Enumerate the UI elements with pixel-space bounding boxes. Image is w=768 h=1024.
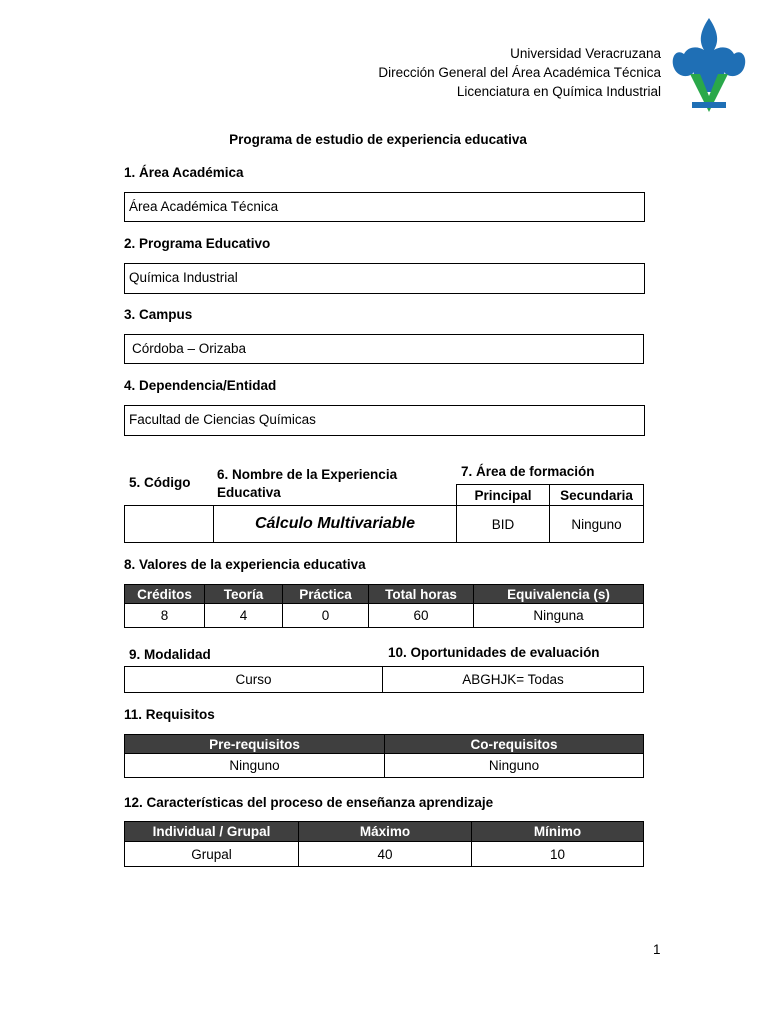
teoria-header: Teoría <box>205 585 283 604</box>
codigo-value <box>125 506 214 543</box>
maximo-header: Máximo <box>299 822 472 842</box>
programa-educativo-field <box>124 263 645 294</box>
direction-name: Dirección General del Área Académica Técnica <box>378 65 661 80</box>
secundaria-header: Secundaria <box>550 485 644 506</box>
principal-value: BID <box>457 506 550 543</box>
individual-grupal-header: Individual / Grupal <box>125 822 299 842</box>
programa-educativo-value: Química Industrial <box>129 270 238 285</box>
principal-header: Principal <box>457 485 550 506</box>
campus-field <box>124 334 644 364</box>
creditos-value: 8 <box>125 604 205 628</box>
equivalencia-value: Ninguna <box>474 604 644 628</box>
maximo-value: 40 <box>299 842 472 867</box>
page-number: 1 <box>653 942 661 957</box>
university-logo <box>668 16 750 116</box>
practica-value: 0 <box>283 604 369 628</box>
valores-table <box>124 584 644 628</box>
secundaria-value: Ninguno <box>550 506 644 543</box>
campus-label: 3. Campus <box>124 307 193 322</box>
experiencia-table <box>124 505 644 543</box>
practica-header: Práctica <box>283 585 369 604</box>
corequisitos-value: Ninguno <box>385 754 644 778</box>
total-horas-header: Total horas <box>369 585 474 604</box>
modalidad-value: Curso <box>125 667 383 693</box>
oportunidades-label: 10. Oportunidades de evaluación <box>388 645 600 660</box>
area-academica-label: 1. Área Académica <box>124 165 244 180</box>
dependencia-value: Facultad de Ciencias Químicas <box>129 412 316 427</box>
document-title: Programa de estudio de experiencia educativa <box>229 132 527 147</box>
modalidad-table <box>124 666 644 693</box>
modalidad-label: 9. Modalidad <box>129 647 211 662</box>
codigo-label: 5. Código <box>129 475 191 490</box>
area-formacion-label: 7. Área de formación <box>461 464 595 479</box>
corequisitos-header: Co-requisitos <box>385 735 644 754</box>
programa-educativo-label: 2. Programa Educativo <box>124 236 271 251</box>
caracteristicas-table <box>124 821 644 867</box>
prerequisitos-header: Pre-requisitos <box>125 735 385 754</box>
requisitos-label: 11. Requisitos <box>124 707 215 722</box>
nombre-experiencia-label: 6. Nombre de la Experiencia Educativa <box>217 467 398 500</box>
requisitos-table <box>124 734 644 778</box>
creditos-header: Créditos <box>125 585 205 604</box>
program-name: Licenciatura en Química Industrial <box>456 84 661 99</box>
area-academica-field <box>124 192 645 222</box>
oportunidades-value: ABGHJK= Todas <box>383 667 644 693</box>
document-header <box>378 44 661 101</box>
area-formacion-header-table <box>456 484 644 506</box>
minimo-value: 10 <box>472 842 644 867</box>
total-horas-value: 60 <box>369 604 474 628</box>
dependencia-field <box>124 405 645 436</box>
campus-value: Córdoba – Orizaba <box>132 341 247 356</box>
teoria-value: 4 <box>205 604 283 628</box>
valores-label: 8. Valores de la experiencia educativa <box>124 557 366 572</box>
individual-grupal-value: Grupal <box>125 842 299 867</box>
caracteristicas-label: 12. Características del proceso de enseñanza aprendizaje <box>124 795 494 810</box>
dependencia-label: 4. Dependencia/Entidad <box>124 378 277 393</box>
minimo-header: Mínimo <box>472 822 644 842</box>
area-academica-value: Área Académica Técnica <box>129 199 279 214</box>
equivalencia-header: Equivalencia (s) <box>474 585 644 604</box>
prerequisitos-value: Ninguno <box>125 754 385 778</box>
university-name: Universidad Veracruzana <box>510 46 661 61</box>
nombre-experiencia-value: Cálculo Multivariable <box>214 506 457 543</box>
